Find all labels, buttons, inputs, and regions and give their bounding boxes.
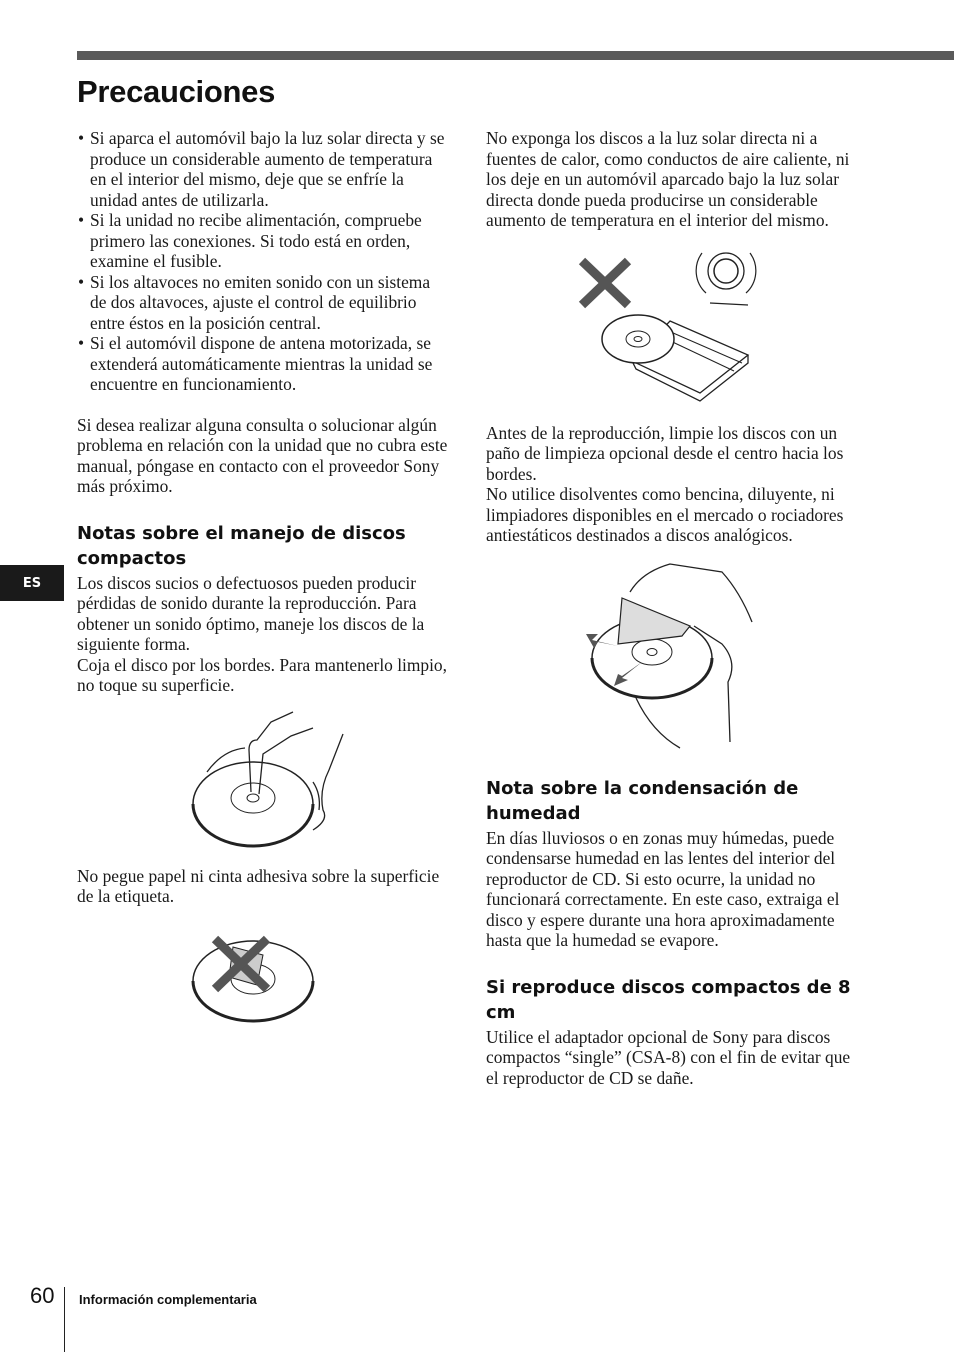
footer-section-label: Información complementaria <box>79 1292 257 1307</box>
discs-heat-crossed-illustration <box>572 243 772 403</box>
cleaning-paragraph: Antes de la reproducción, limpie los discos con un paño de limpieza opcional desde el centro hacia los bordes. <box>486 422 844 484</box>
list-item: • Si el automóvil dispone de antena motorizada, se extenderá automáticamente mientras la unidad se encuentre en funcionamiento. <box>77 333 449 395</box>
language-tab: ES <box>0 565 64 601</box>
heat-warning-paragraph: No exponga los discos a la luz solar directa ni a fuentes de calor, como conductos de aire caliente, ni los deje en un automóvil aparcado bajo la luz solar directa donde pueda producirse un considerable aumento de temperatura en el interior del mismo. <box>486 128 850 230</box>
header-rule <box>77 51 954 60</box>
handling-paragraph: Los discos sucios o defectuosos pueden producir pérdidas de sonido durante la reproducción. Para obtener un sonido óptimo, maneje los discos de la siguiente forma. <box>77 572 425 654</box>
label-warning-paragraph: No pegue papel ni cinta adhesiva sobre la superficie de la etiqueta. <box>77 865 440 906</box>
left-column <box>77 128 449 1035</box>
right-column <box>486 128 858 1088</box>
page-number: 60 <box>30 1283 55 1308</box>
condensation-heading: Nota sobre la condensación de humedad <box>486 777 799 824</box>
consult-paragraph: Si desea realizar alguna consulta o solucionar algún problema en relación con la unidad que no cubra este manual, póngase en contacto con el proveedor Sony más próximo. <box>77 414 448 496</box>
disc-held-by-edges-illustration <box>163 710 363 850</box>
list-item: • Si aparca el automóvil bajo la luz solar directa y se produce un considerable aumento de temperatura en el interior del mismo, deje que se enfríe la unidad antes de utilizarla. <box>77 128 449 210</box>
page-title: Precauciones <box>77 74 276 109</box>
solvent-warning-paragraph: No utilice disolventes como bencina, diluyente, ni limpiadores disponibles en el mercado o rociadores antiestáticos destinados a discos analógicos. <box>486 484 844 545</box>
handling-heading: Notas sobre el manejo de discos compactos <box>77 522 406 569</box>
condensation-paragraph: En días lluviosos o en zonas muy húmedas, puede condensarse humedad en las lentes del interior del reproductor de CD. Si esto ocurre, la unidad no funcionará correctamente. En este caso, extraiga el disco y espere durante una hora aproximadamente hasta que la humedad se evapore. <box>486 827 840 950</box>
handling-paragraph-2: Coja el disco por los bordes. Para mantenerlo limpio, no toque su superficie. <box>77 654 447 695</box>
list-item: • Si los altavoces no emiten sonido con un sistema de dos altavoces, ajuste el control de equilibrio entre éstos en la posición central. <box>77 272 449 334</box>
precaution-list <box>77 128 449 395</box>
list-item: • Si la unidad no recibe alimentación, compruebe primero las conexiones. Si todo está en orden, examine el fusible. <box>77 210 449 272</box>
disc-cleaning-illustration <box>572 562 772 752</box>
small-cd-heading: Si reproduce discos compactos de 8 cm <box>486 976 851 1023</box>
small-cd-paragraph: Utilice el adaptador opcional de Sony para discos compactos “single” (CSA-8) con el fin de evitar que el reproductor de CD se dañe. <box>486 1026 851 1088</box>
footer-rule <box>64 1287 65 1352</box>
disc-with-tape-crossed-illustration <box>163 925 363 1035</box>
